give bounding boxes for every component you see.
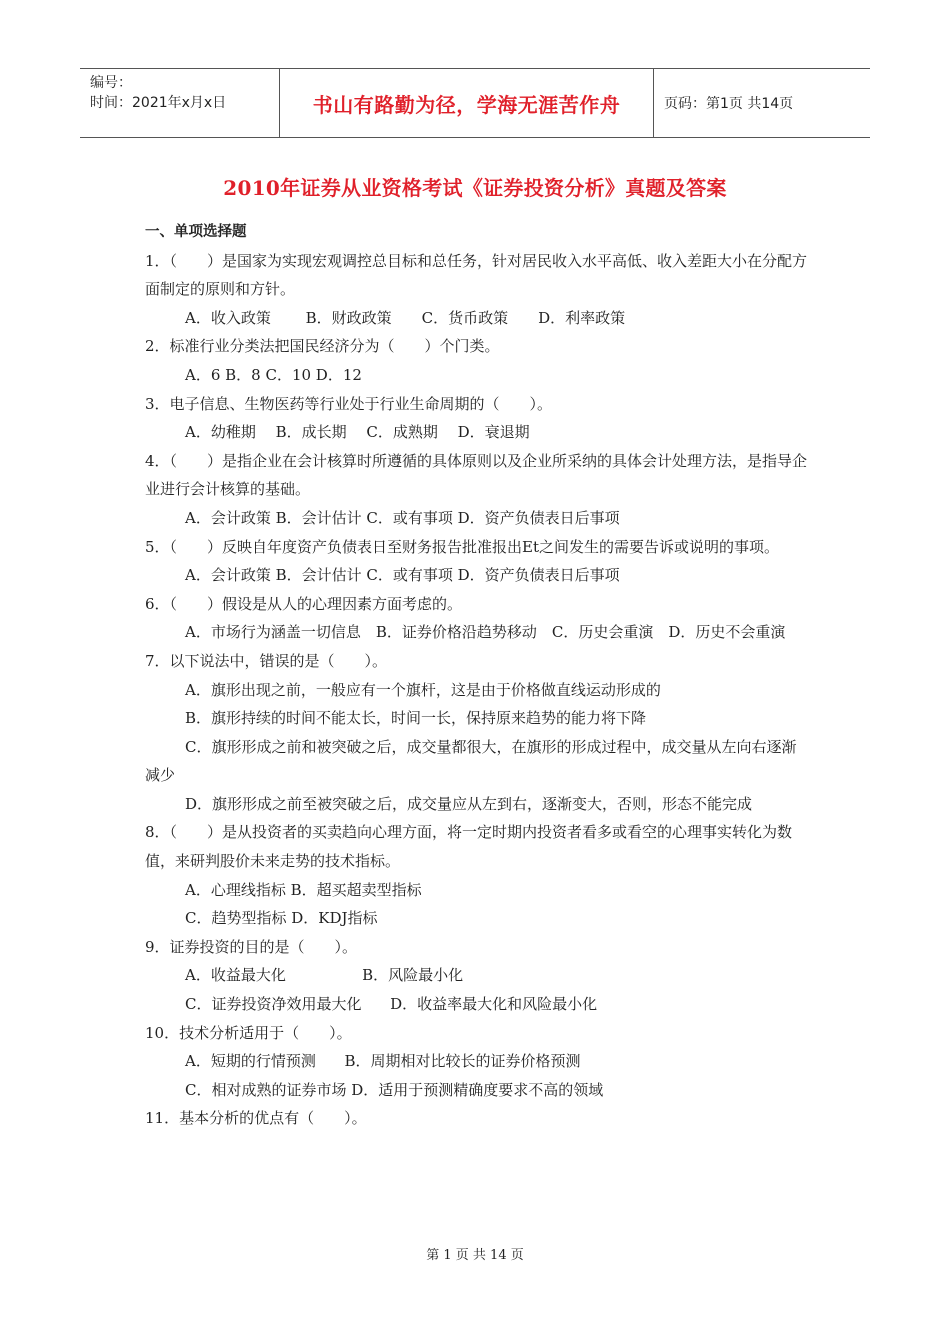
question-item [145,390,810,447]
question-options: C．相对成熟的证券市场 D．适用于预测精确度要求不高的领域 [185,1080,604,1099]
question-item [145,447,810,533]
time-label: 时间：2021年x月x日 [90,95,227,111]
question-list [145,247,810,1133]
question-text: 5．（ ）反映自年度资产负债表日至财务报告批准报出Et之间发生的需要告诉或说明的事项。 [145,537,780,556]
question-item [145,1019,810,1105]
page-footer: 第 1 页 共 14 页 [426,1248,524,1263]
question-item [145,1104,810,1133]
question-item [145,933,810,1019]
question-options: D．旗形形成之前至被突破之后，成交量应从左到右，逐渐变大，否则，形态不能完成 [185,794,753,813]
header-meta-cell [80,69,280,137]
question-item [145,818,810,932]
header-table [80,68,870,138]
question-options: C．旗形形成之前和被突破之后，成交量都很大，在旗形的形成过程中，成交量从左向右逐渐减少 [145,737,797,785]
question-text: 6．（ ）假设是从人的心理因素方面考虑的。 [145,594,463,613]
question-item [145,332,810,389]
number-label: 编号： [90,75,132,91]
question-options: C．趋势型指标 D．KDJ指标 [185,909,378,928]
question-options: A．会计政策 B．会计估计 C．或有事项 D．资产负债表日后事项 [185,508,620,527]
question-text: 10．技术分析适用于（ ）。 [145,1023,352,1042]
question-options: A．旗形出现之前，一般应有一个旗杆，这是由于价格做直线运动形成的 [185,680,661,699]
question-options: C．证券投资净效用最大化 D．收益率最大化和风险最小化 [185,995,598,1014]
question-options: B．旗形持续的时间不能太长，时间一长，保持原来趋势的能力将下降 [185,709,647,728]
question-text: 7．以下说法中，错误的是（ ）。 [145,651,388,670]
question-item [145,590,810,647]
question-item [145,247,810,333]
question-options: A．收益最大化 B．风险最小化 [185,966,464,985]
question-options: A．市场行为涵盖一切信息 B．证券价格沿趋势移动 C．历史会重演 D．历史不会重演 [185,623,786,642]
question-text: 11．基本分析的优点有（ ）。 [145,1109,367,1128]
question-text: 9．证券投资的目的是（ ）。 [145,937,358,956]
motto: 书山有路勤为径，学海无涯苦作舟 [280,69,654,137]
question-options: A．短期的行情预测 B．周期相对比较长的证券价格预测 [185,1052,581,1071]
document-title: 2010年证券从业资格考试《证券投资分析》真题及答案 [223,176,727,200]
question-text: 2．标准行业分类法把国民经济分为（ ）个门类。 [145,337,500,356]
question-text: 4．（ ）是指企业在会计核算时所遵循的具体原则以及企业所采纳的具体会计处理方法，是指导企业进行会计核算的基础。 [145,451,808,499]
question-item [145,647,810,819]
question-text: 1．（ ）是国家为实现宏观调控总目标和总任务，针对居民收入水平高低、收入差距大小在分配方面制定的原则和方针。 [145,251,808,299]
question-options: A．6 B．8 C．10 D．12 [185,365,362,384]
page-info: 页码：第1页 共14页 [664,96,794,112]
question-item [145,533,810,590]
question-options: A．心理线指标 B．超买超卖型指标 [185,880,422,899]
question-text: 8．（ ）是从投资者的买卖趋向心理方面，将一定时期内投资者看多或看空的心理事实转化为数值，来研判股价未来走势的技术指标。 [145,823,793,871]
question-text: 3．电子信息、生物医药等行业处于行业生命周期的（ ）。 [145,394,553,413]
question-options: A．收入政策 B．财政政策 C．货币政策 D．利率政策 [185,308,626,327]
document-body [145,218,810,1133]
question-options: A．会计政策 B．会计估计 C．或有事项 D．资产负债表日后事项 [185,566,620,585]
question-options: A．幼稚期 B．成长期 C．成熟期 D．衰退期 [185,423,530,442]
section-title: 一、单项选择题 [145,224,247,240]
